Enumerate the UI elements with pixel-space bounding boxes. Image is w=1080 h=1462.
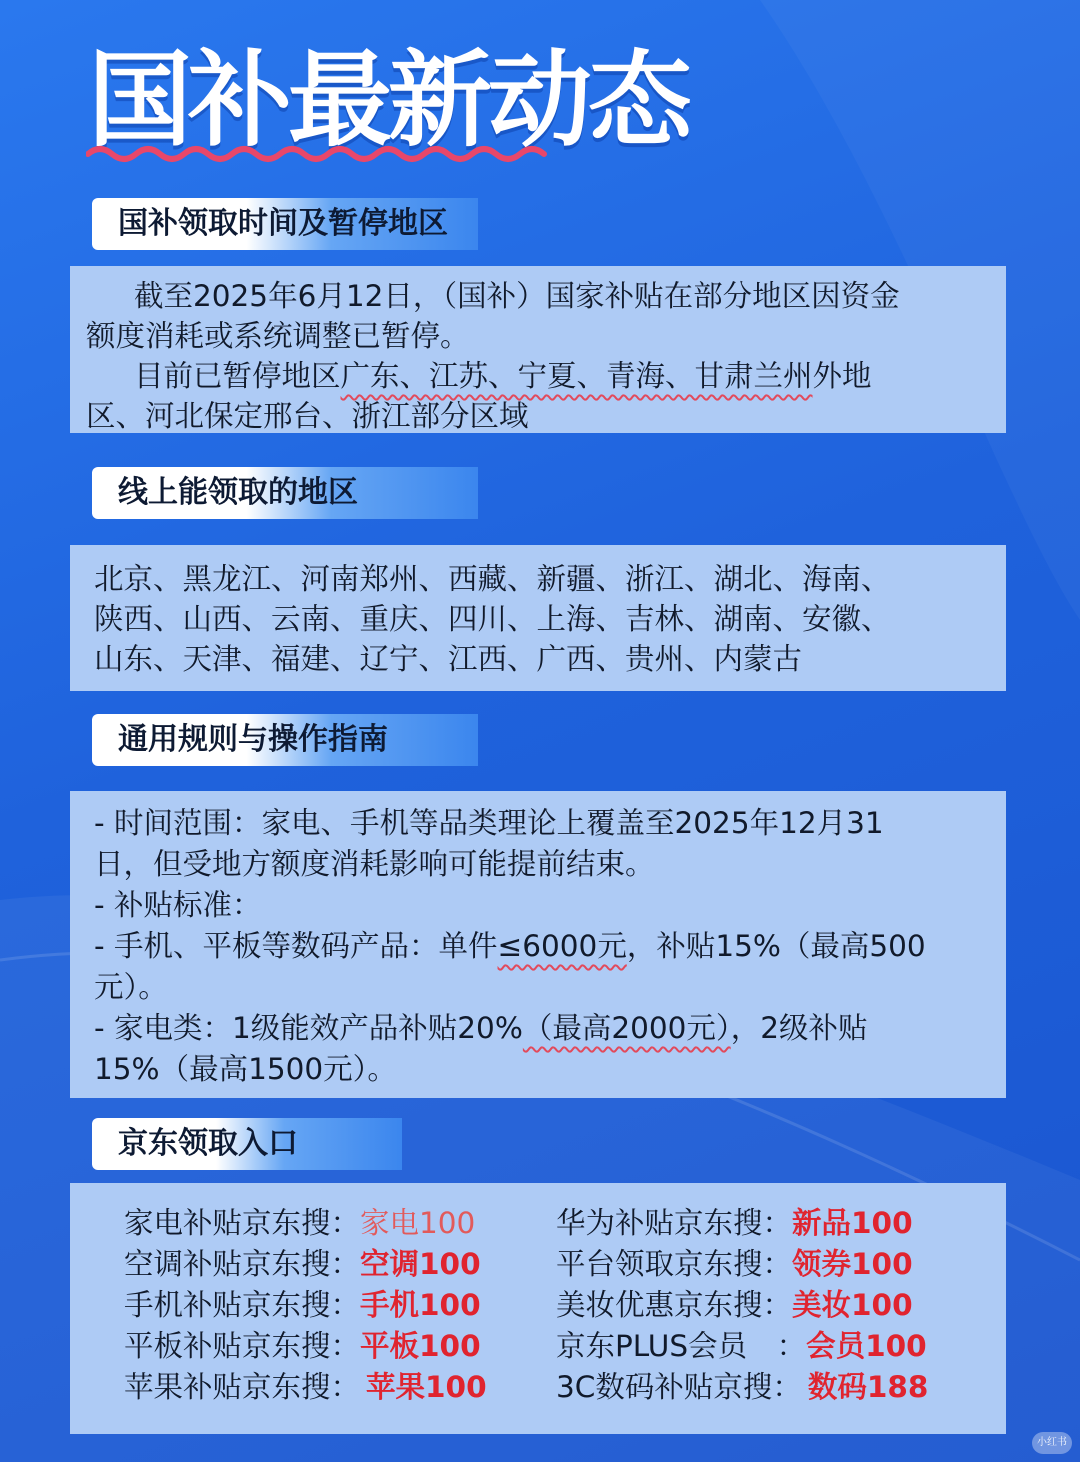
paused-regions-line	[86, 356, 1006, 396]
rules-phone-highlight: ≤6000元	[497, 929, 627, 963]
jd-entry	[556, 1244, 928, 1285]
jd-entry-label: 京东PLUS会员 ：	[556, 1329, 807, 1363]
section-heading-jd: 京东领取入口	[92, 1118, 402, 1170]
title-wave-decoration	[86, 142, 558, 166]
online-regions-line: 山东、天津、福建、辽宁、江西、广西、贵州、内蒙古	[94, 642, 803, 676]
rules-line: 15%（最高1500元）。	[94, 1052, 397, 1086]
rules-appliance-highlight: （最高2000元）	[522, 1011, 731, 1045]
rules-phone-prefix: - 手机、平板等数码产品：单件	[94, 929, 498, 963]
jd-entry	[124, 1203, 487, 1244]
jd-search-keyword: 空调100	[360, 1247, 481, 1281]
jd-search-keyword: 家电100	[360, 1206, 476, 1240]
pause-panel	[70, 266, 1006, 433]
section-heading-pause: 国补领取时间及暂停地区	[92, 198, 478, 250]
rules-appliance-prefix: - 家电类：1级能效产品补贴20%	[94, 1011, 523, 1045]
rules-line: 元）。	[94, 970, 168, 1004]
jd-entry-left-column	[124, 1203, 487, 1408]
page-title: 国补最新动态	[88, 39, 689, 161]
jd-entry-label: 平台领取京东搜：	[556, 1247, 793, 1281]
online-regions-line: 陕西、山西、云南、重庆、四川、上海、吉林、湖南、安徽、	[94, 602, 891, 636]
jd-entry-label: 华为补贴京东搜：	[556, 1206, 793, 1240]
rules-line: - 补贴标准：	[94, 888, 262, 922]
jd-entry-panel	[70, 1183, 1006, 1434]
paused-regions-highlight: 广东、江苏、宁夏、青海、甘肃兰州	[340, 359, 813, 393]
jd-entry-label: 美妆优惠京东搜：	[556, 1288, 793, 1322]
jd-search-keyword: 手机100	[360, 1288, 481, 1322]
rules-line: - 时间范围：家电、手机等品类理论上覆盖至2025年12月31	[94, 806, 884, 840]
rules-line: 日，但受地方额度消耗影响可能提前结束。	[94, 847, 655, 881]
rules-appliance-suffix: ，2级补贴	[730, 1011, 868, 1045]
jd-entry	[124, 1367, 487, 1408]
jd-entry	[556, 1326, 928, 1367]
jd-search-keyword: 苹果100	[366, 1370, 487, 1404]
jd-entry-label: 3C数码补贴京搜：	[556, 1370, 802, 1404]
paused-regions-prefix: 目前已暂停地区	[134, 359, 341, 393]
jd-search-keyword: 会员100	[806, 1329, 927, 1363]
online-regions-line: 北京、黑龙江、河南郑州、西藏、新疆、浙江、湖北、海南、	[94, 562, 891, 596]
jd-entry-right-column	[556, 1203, 928, 1408]
rules-panel	[70, 791, 1006, 1098]
jd-entry	[556, 1367, 928, 1408]
jd-search-keyword: 新品100	[792, 1206, 913, 1240]
jd-entry	[124, 1326, 487, 1367]
paused-regions-line2: 区、河北保定邢台、浙江部分区域	[86, 399, 529, 433]
rules-line-phone	[94, 926, 1006, 967]
jd-entry-label: 苹果补贴京东搜：	[124, 1370, 361, 1404]
jd-entry-label: 空调补贴京东搜：	[124, 1247, 361, 1281]
rules-line-appliance	[94, 1008, 1006, 1049]
paused-regions-suffix: 外地	[812, 359, 872, 393]
pause-text-line: 截至2025年6月12日，（国补）国家补贴在部分地区因资金	[134, 279, 900, 313]
section-heading-online: 线上能领取的地区	[92, 467, 478, 519]
jd-entry	[124, 1244, 487, 1285]
section-heading-rules: 通用规则与操作指南	[92, 714, 478, 766]
watermark: 小红书	[1032, 1432, 1072, 1454]
jd-entry	[556, 1285, 928, 1326]
jd-entry-label: 平板补贴京东搜：	[124, 1329, 361, 1363]
jd-entry-label: 手机补贴京东搜：	[124, 1288, 361, 1322]
jd-search-keyword: 平板100	[360, 1329, 481, 1363]
jd-search-keyword: 数码188	[807, 1370, 929, 1404]
rules-phone-suffix: ，补贴15%（最高500	[626, 929, 926, 963]
jd-entry	[556, 1203, 928, 1244]
online-regions-panel	[70, 545, 1006, 691]
jd-entry	[124, 1285, 487, 1326]
jd-search-keyword: 美妆100	[792, 1288, 913, 1322]
jd-search-keyword: 领券100	[792, 1247, 913, 1281]
jd-entry-label: 家电补贴京东搜：	[124, 1206, 361, 1240]
pause-text-line: 额度消耗或系统调整已暂停。	[86, 319, 470, 353]
